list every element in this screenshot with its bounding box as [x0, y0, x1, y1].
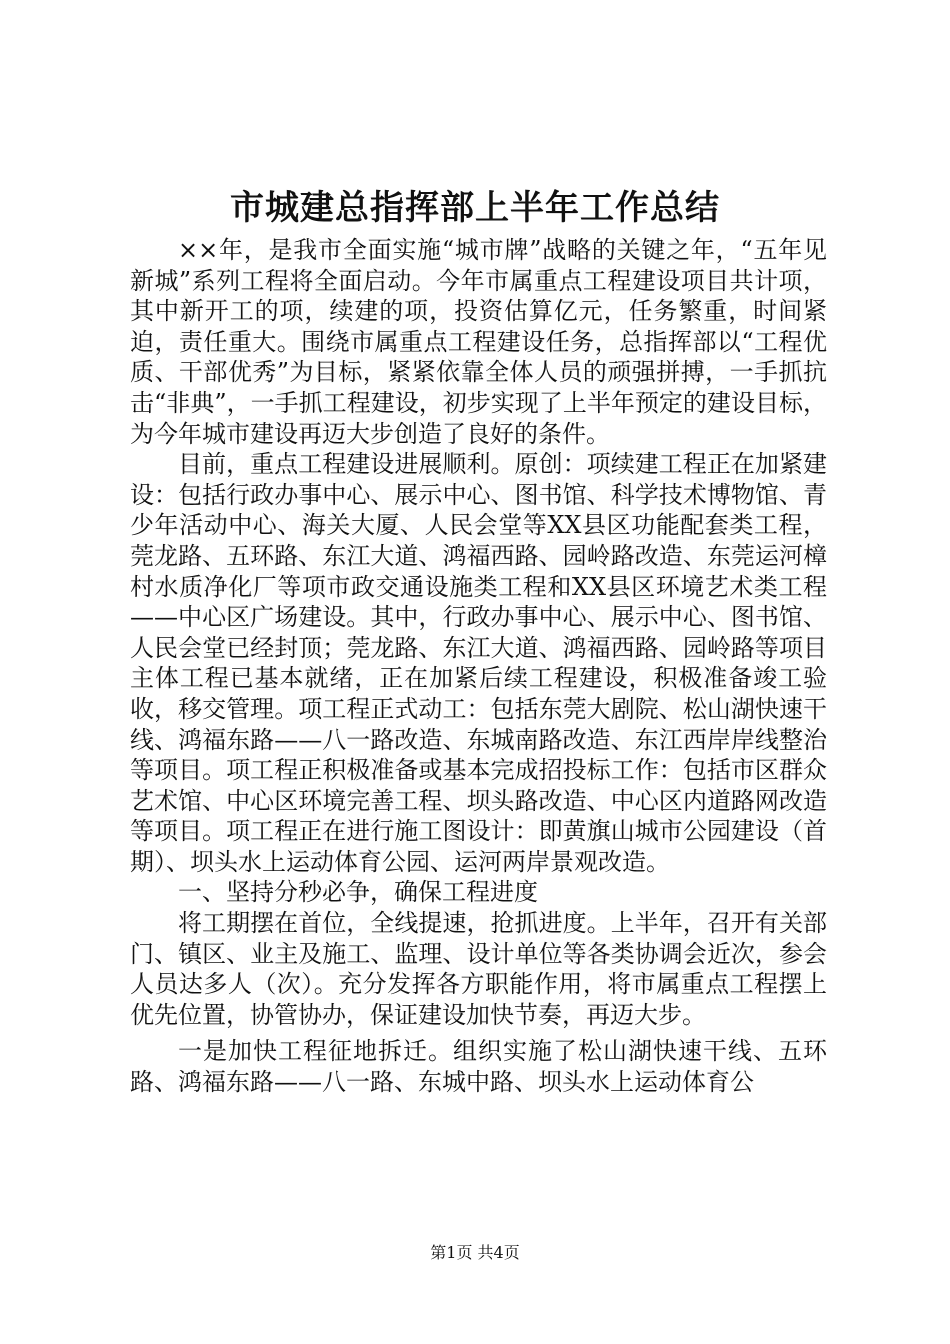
paragraph-intro: ××年，是我市全面实施“城市牌”战略的关键之年，“五年见新城”系列工程将全面启动。今年市属重点工程建设项目共计项，其中新开工的项，续建的项，投资估算亿元，任务繁重，时间紧迫，责任重大。围绕市属重点工程建设任务，总指挥部以“工程优质、干部优秀”为目标，紧紧依靠全体人员的顽强拼搏，一手抓抗击“非典”，一手抓工程建设，初步实现了上半年预定的建设目标，为今年城市建设再迈大步创造了良好的条件。 [130, 236, 827, 448]
paragraph-schedule: 将工期摆在首位，全线提速，抢抓进度。上半年，召开有关部门、镇区、业主及施工、监理、设计单位等各类协调会近次，参会人员达多人（次）。充分发挥各方职能作用，将市属重点工程摆上优先位置，协管协办，保证建设加快节奏，再迈大步。 [130, 909, 827, 1029]
document-title: 市城建总指挥部上半年工作总结 [230, 188, 720, 228]
document-body [130, 235, 827, 1098]
paragraph-progress: 目前，重点工程建设进展顺利。原创：项续建工程正在加紧建设：包括行政办事中心、展示中心、图书馆、科学技术博物馆、青少年活动中心、海关大厦、人民会堂等XX县区功能配套类工程，莞龙路、五环路、东江大道、鸿福西路、园岭路改造、东莞运河樟村水质净化厂等项市政交通设施类工程和XX县区环境艺术类工程——中心区广场建设。其中，行政办事中心、展示中心、图书馆、人民会堂已经封顶；莞龙路、东江大道、鸿福西路、园岭路等项目主体工程已基本就绪，正在加紧后续工程建设，积极准备竣工验收，移交管理。项工程正式动工：包括东莞大剧院、松山湖快速干线、鸿福东路——八一路改造、东城南路改造、东江西岸岸线整治等项目。项工程正积极准备或基本完成招投标工作：包括市区群众艺术馆、中心区环境完善工程、坝头路改造、中心区内道路网改造等项目。项工程正在进行施工图设计：即黄旗山城市公园建设（首期）、坝头水上运动体育公园、运河两岸景观改造。 [130, 450, 827, 876]
page-number-footer: 第1页 共4页 [430, 1243, 520, 1262]
paragraph-land-acquisition: 一是加快工程征地拆迁。组织实施了松山湖快速干线、五环路、鸿福东路——八一路、东城中路、坝头水上运动体育公 [130, 1037, 827, 1097]
section-heading-1: 一、坚持分秒必争，确保工程进度 [178, 878, 538, 907]
